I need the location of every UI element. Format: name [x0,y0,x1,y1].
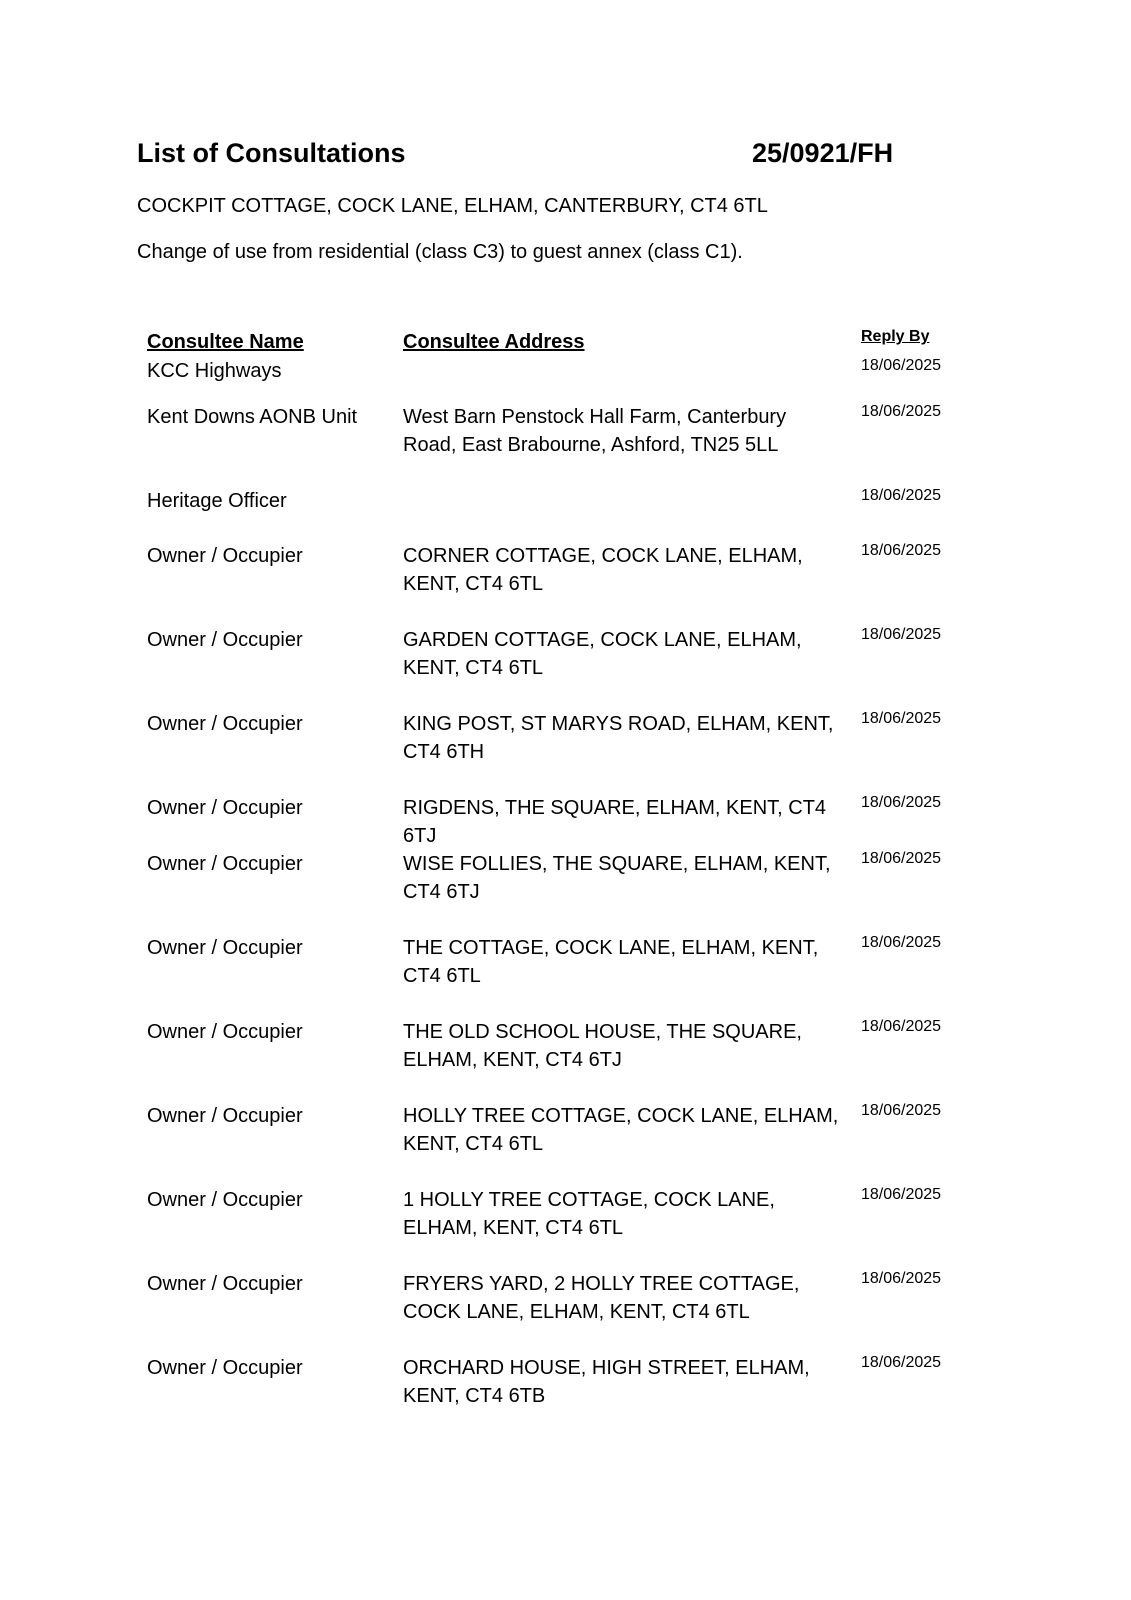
reply-by-date: 18/06/2025 [861,403,942,420]
consultee-address: CORNER COTTAGE, COCK LANE, ELHAM, KENT, CT4 6TL [403,545,803,595]
table-row [0,794,1131,854]
consultee-address: GARDEN COTTAGE, COCK LANE, ELHAM, KENT, CT4 6TL [403,629,802,679]
site-address: COCKPIT COTTAGE, COCK LANE, ELHAM, CANTERBURY, CT4 6TL [137,195,768,217]
consultee-name: KCC Highways [147,360,282,382]
reply-by-date: 18/06/2025 [861,1186,942,1203]
table-row [0,1018,1131,1078]
reply-by-date: 18/06/2025 [861,710,942,727]
consultee-address: FRYERS YARD, 2 HOLLY TREE COTTAGE, COCK LANE, ELHAM, KENT, CT4 6TL [403,1273,800,1323]
table-row [0,542,1131,602]
consultee-name: Owner / Occupier [147,713,303,735]
table-row [0,934,1131,994]
reply-by-date: 18/06/2025 [861,1018,942,1035]
reply-by-date: 18/06/2025 [861,542,942,559]
table-row [0,850,1131,910]
consultee-address: RIGDENS, THE SQUARE, ELHAM, KENT, CT4 6TJ [403,797,827,847]
consultee-name: Owner / Occupier [147,853,303,875]
consultee-name: Owner / Occupier [147,1273,303,1295]
consultee-name: Owner / Occupier [147,629,303,651]
column-header-name: Consultee Name [147,331,304,353]
consultee-name: Kent Downs AONB Unit [147,406,358,428]
consultee-name: Owner / Occupier [147,1189,303,1211]
table-row [0,1270,1131,1330]
consultee-address: THE COTTAGE, COCK LANE, ELHAM, KENT, CT4 6TL [403,937,819,987]
reply-by-date: 18/06/2025 [861,934,942,951]
reply-by-date: 18/06/2025 [861,626,942,643]
application-reference: 25/0921/FH [752,138,894,168]
consultee-address: WISE FOLLIES, THE SQUARE, ELHAM, KENT, CT4 6TJ [403,853,831,903]
reply-by-date: 18/06/2025 [861,850,942,867]
table-row [0,710,1131,770]
consultee-address: THE OLD SCHOOL HOUSE, THE SQUARE, ELHAM, KENT, CT4 6TJ [403,1021,802,1071]
consultee-address: ORCHARD HOUSE, HIGH STREET, ELHAM, KENT, CT4 6TB [403,1357,810,1407]
column-header-reply-by: Reply By [861,328,930,345]
consultee-name: Owner / Occupier [147,1357,303,1379]
reply-by-date: 18/06/2025 [861,487,942,504]
reply-by-date: 18/06/2025 [861,1102,942,1119]
table-row [0,1186,1131,1246]
proposal-description: Change of use from residential (class C3) to guest annex (class C1). [137,241,743,263]
consultee-name: Owner / Occupier [147,937,303,959]
consultee-name: Owner / Occupier [147,545,303,567]
reply-by-date: 18/06/2025 [861,1270,942,1287]
reply-by-date: 18/06/2025 [861,357,942,374]
table-row [0,1354,1131,1414]
consultee-name: Owner / Occupier [147,797,303,819]
page-title: List of Consultations [137,138,406,168]
consultee-address: KING POST, ST MARYS ROAD, ELHAM, KENT, CT4 6TH [403,713,834,763]
table-row [0,487,1131,547]
consultee-address: 1 HOLLY TREE COTTAGE, COCK LANE, ELHAM, KENT, CT4 6TL [403,1189,775,1239]
consultee-name: Owner / Occupier [147,1021,303,1043]
table-row [0,626,1131,686]
consultee-address: West Barn Penstock Hall Farm, Canterbury Road, East Brabourne, Ashford, TN25 5LL [403,406,787,456]
consultee-name: Heritage Officer [147,490,287,512]
consultee-name: Owner / Occupier [147,1105,303,1127]
consultee-address: HOLLY TREE COTTAGE, COCK LANE, ELHAM, KENT, CT4 6TL [403,1105,839,1155]
reply-by-date: 18/06/2025 [861,794,942,811]
table-row [0,1102,1131,1162]
column-header-address: Consultee Address [403,331,585,353]
reply-by-date: 18/06/2025 [861,1354,942,1371]
table-row [0,403,1131,463]
